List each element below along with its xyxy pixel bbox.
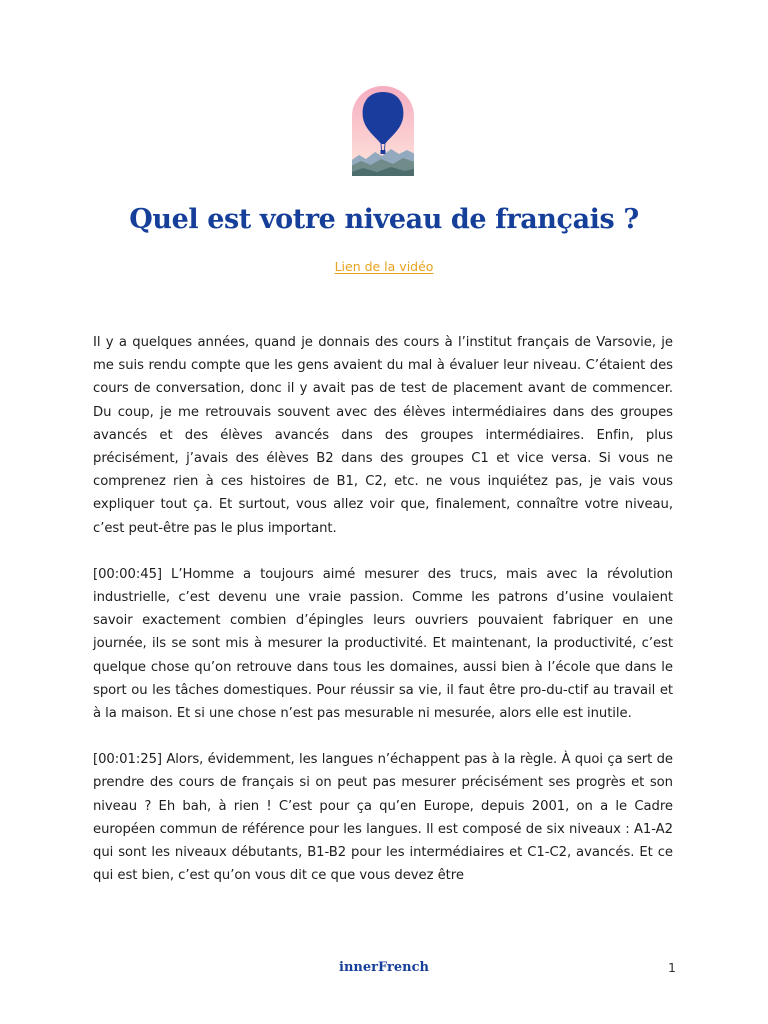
page-title: Quel est votre niveau de français ? [129,204,639,235]
video-link[interactable]: Lien de la vidéo [334,259,434,274]
page-number: 1 [668,960,676,975]
paragraph-1: Il y a quelques années, quand je donnais des cours à l’institut français de Varsovie, je me suis rendu compte que les gens avaient du mal à évaluer leur niveau. C’étaient des cours de conversation, donc il y avait pas de test de placement avant de commencer. Du coup, je me retrouvais souvent avec des élèves intermédiaires dans des groupes avancés et des élèves avancés dans des groupes intermédiaires. Enfin, plus précisément, j’avais des élèves B2 dans des groupes C1 et vice versa. Si vous ne comprenez rien à ces histoires de B1, C2, etc. ne vous inquiétez pas, je vais vous expliquer tout ça. Et surtout, vous allez voir que, finalement, connaître votre niveau, c’est peut-être pas le plus important. [93,335,673,536]
video-link-container [0,257,768,277]
paragraph-3: [00:01:25] Alors, évidemment, les langues n’échappent pas à la règle. À quoi ça sert de prendre des cours de français si on peut pas mesurer précisément ses progrès et son niveau ? Eh bah, à rien ! C’est pour ça qu’en Europe, depuis 2001, on a le Cadre européen commun de référence pour les langues. Il est composé de six niveaux : A1-A2 qui sont les niveaux débutants, B1-B2 pour les intermédiaires et C1-C2, avancés. Et ce qui est bien, c’est qu’on vous dit ce que vous devez être [93,752,673,884]
paragraph-2: [00:00:45] L’Homme a toujours aimé mesurer des trucs, mais avec la révolution industrielle, c’est devenu une vraie passion. Comme les patrons d’usine voulaient savoir exactement combien d’épingles leurs ouvriers pouvaient fabriquer en une journée, ils se sont mis à mesurer la productivité. Et maintenant, la productivité, c’est quelque chose qu’on retrouve dans tous les domaines, aussi bien à l’école que dans le sport ou les tâches domestiques. Pour réussir sa vie, il faut être pro-du-ctif au travail et à la maison. Et si une chose n’est pas mesurable ni mesurée, alors elle est inutile. [93,566,673,722]
transcript-body [93,331,673,910]
hot-air-balloon-icon [351,86,415,176]
footer-brand: innerFrench [339,960,429,975]
